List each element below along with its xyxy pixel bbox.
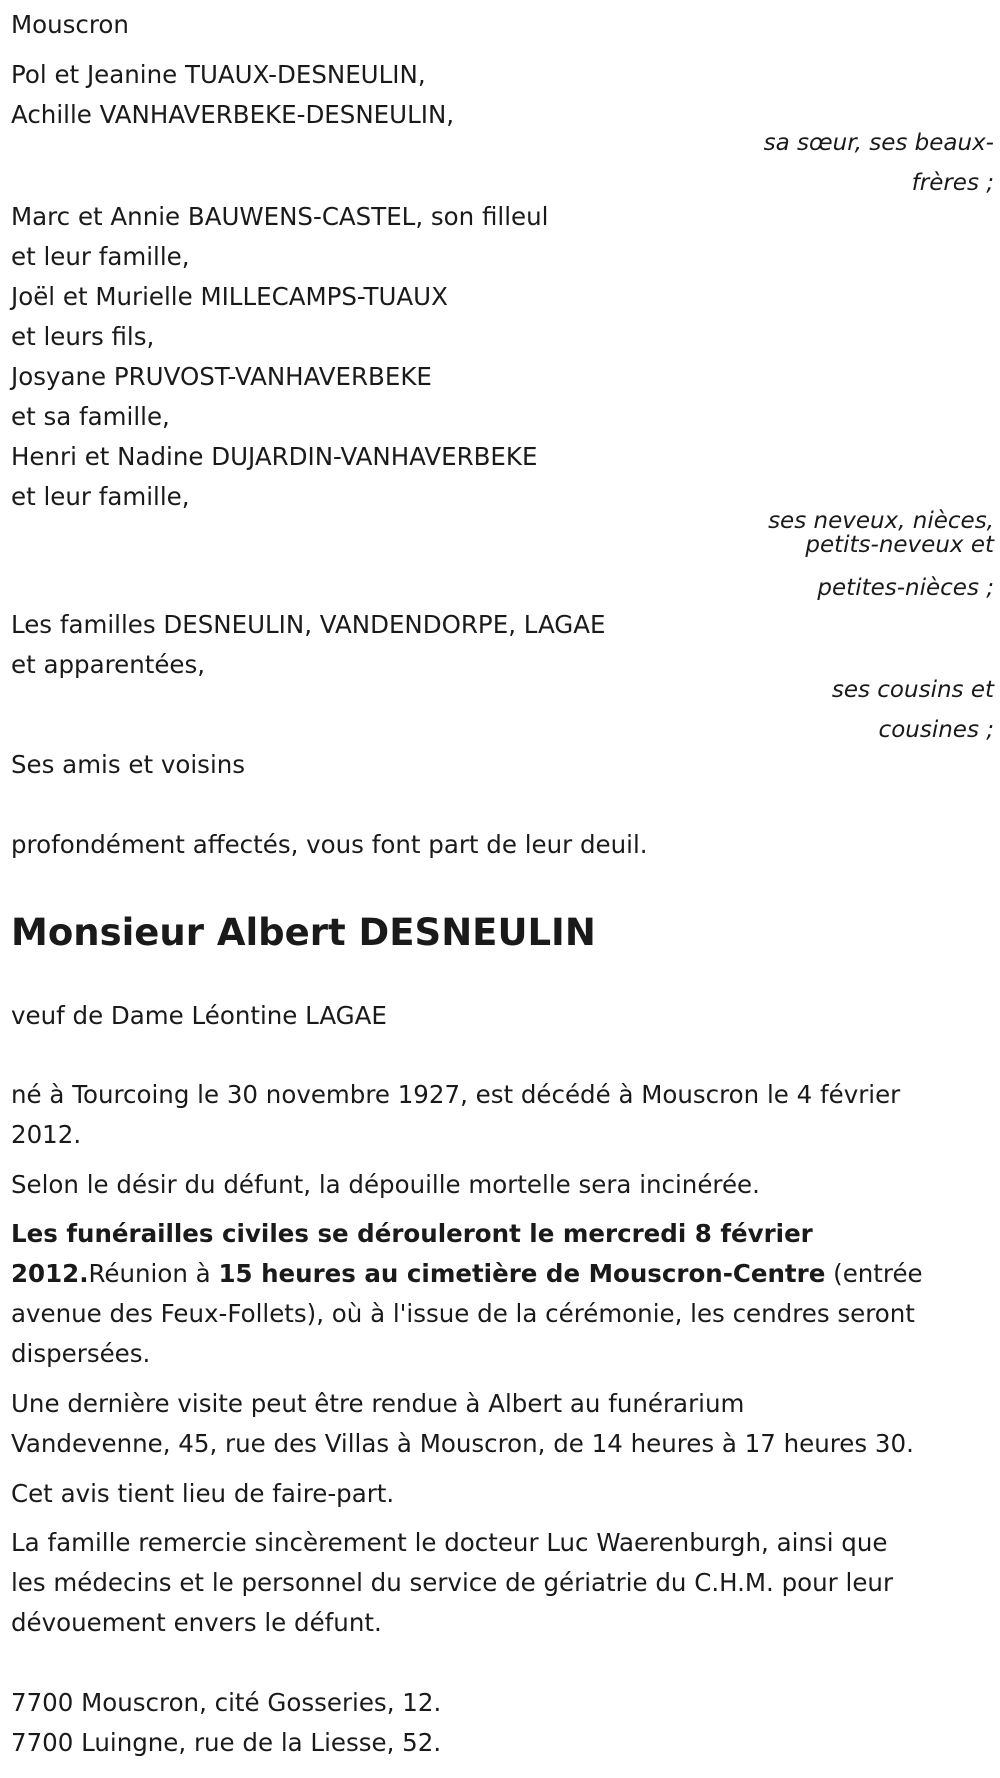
relation-label: cousines ;	[878, 717, 994, 743]
address-line: 7700 Mouscron, cité Gosseries, 12.	[11, 1688, 442, 1717]
location: Mouscron	[11, 10, 129, 39]
notice-line: Cet avis tient lieu de faire-part.	[11, 1479, 395, 1508]
relation-label: ses cousins et	[831, 677, 994, 703]
funeral-bold-place: 15 heures au cimetière de Mouscron-Centre	[218, 1259, 826, 1288]
place-suffix: (entrée	[825, 1259, 923, 1288]
nephew-line: et sa famille,	[11, 402, 170, 431]
nephew-line: Joël et Murielle MILLECAMPS-TUAUX	[11, 282, 448, 311]
address-line: 7700 Luingne, rue de la Liesse, 52.	[11, 1728, 442, 1757]
visit-line: Une dernière visite peut être rendue à Albert au funérarium	[11, 1389, 745, 1418]
birth-death-line: né à Tourcoing le 30 novembre 1927, est décédé à Mouscron le 4 février	[11, 1080, 901, 1109]
deceased-name: Monsieur Albert DESNEULIN	[11, 911, 596, 954]
nephew-line: Josyane PRUVOST-VANHAVERBEKE	[11, 362, 432, 391]
nephew-line: et leurs fils,	[11, 322, 155, 351]
nephew-line: Marc et Annie BAUWENS-CASTEL, son filleul	[11, 202, 549, 231]
relation-label: frères ;	[911, 170, 994, 196]
obituary-notice	[11, 0, 994, 1778]
funeral-line	[11, 1254, 923, 1294]
cousin-line: et apparentées,	[11, 650, 206, 679]
meeting-prefix: Réunion à	[88, 1259, 219, 1288]
nephew-line: et leur famille,	[11, 482, 190, 511]
relation-label: sa sœur, ses beaux-	[763, 130, 994, 156]
funeral-line: dispersées.	[11, 1339, 151, 1368]
cremation-line: Selon le désir du défunt, la dépouille mortelle sera incinérée.	[11, 1170, 760, 1199]
funeral-bold-text: Les funérailles civiles se dérouleront le mercredi 8 février	[11, 1219, 813, 1248]
nephew-line: et leur famille,	[11, 242, 190, 271]
funeral-bold-date: 2012.	[11, 1259, 89, 1288]
nephew-line: Henri et Nadine DUJARDIN-VANHAVERBEKE	[11, 442, 538, 471]
announcement: profondément affectés, vous font part de leur deuil.	[11, 830, 648, 859]
thanks-line: La famille remercie sincèrement le docteur Luc Waerenburgh, ainsi que	[11, 1528, 888, 1557]
relation-label: petits-neveux et	[805, 532, 994, 558]
visit-line: Vandevenne, 45, rue des Villas à Mouscron, de 14 heures à 17 heures 30.	[11, 1429, 914, 1458]
thanks-line: dévouement envers le défunt.	[11, 1608, 382, 1637]
relation-label: petites-nièces ;	[817, 575, 994, 601]
widower-of: veuf de Dame Léontine LAGAE	[11, 1001, 387, 1030]
friends-line: Ses amis et voisins	[11, 750, 246, 779]
thanks-line: les médecins et le personnel du service de gériatrie du C.H.M. pour leur	[11, 1568, 894, 1597]
funeral-line: avenue des Feux-Follets), où à l'issue de la cérémonie, les cendres seront	[11, 1299, 915, 1328]
sibling-line: Achille VANHAVERBEKE-DESNEULIN,	[11, 100, 455, 129]
funeral-line	[11, 1214, 813, 1254]
cousin-line: Les familles DESNEULIN, VANDENDORPE, LAGAE	[11, 610, 606, 639]
birth-death-line: 2012.	[11, 1120, 82, 1149]
sibling-line: Pol et Jeanine TUAUX-DESNEULIN,	[11, 60, 426, 89]
relation-label: ses neveux, nièces,	[768, 508, 994, 534]
